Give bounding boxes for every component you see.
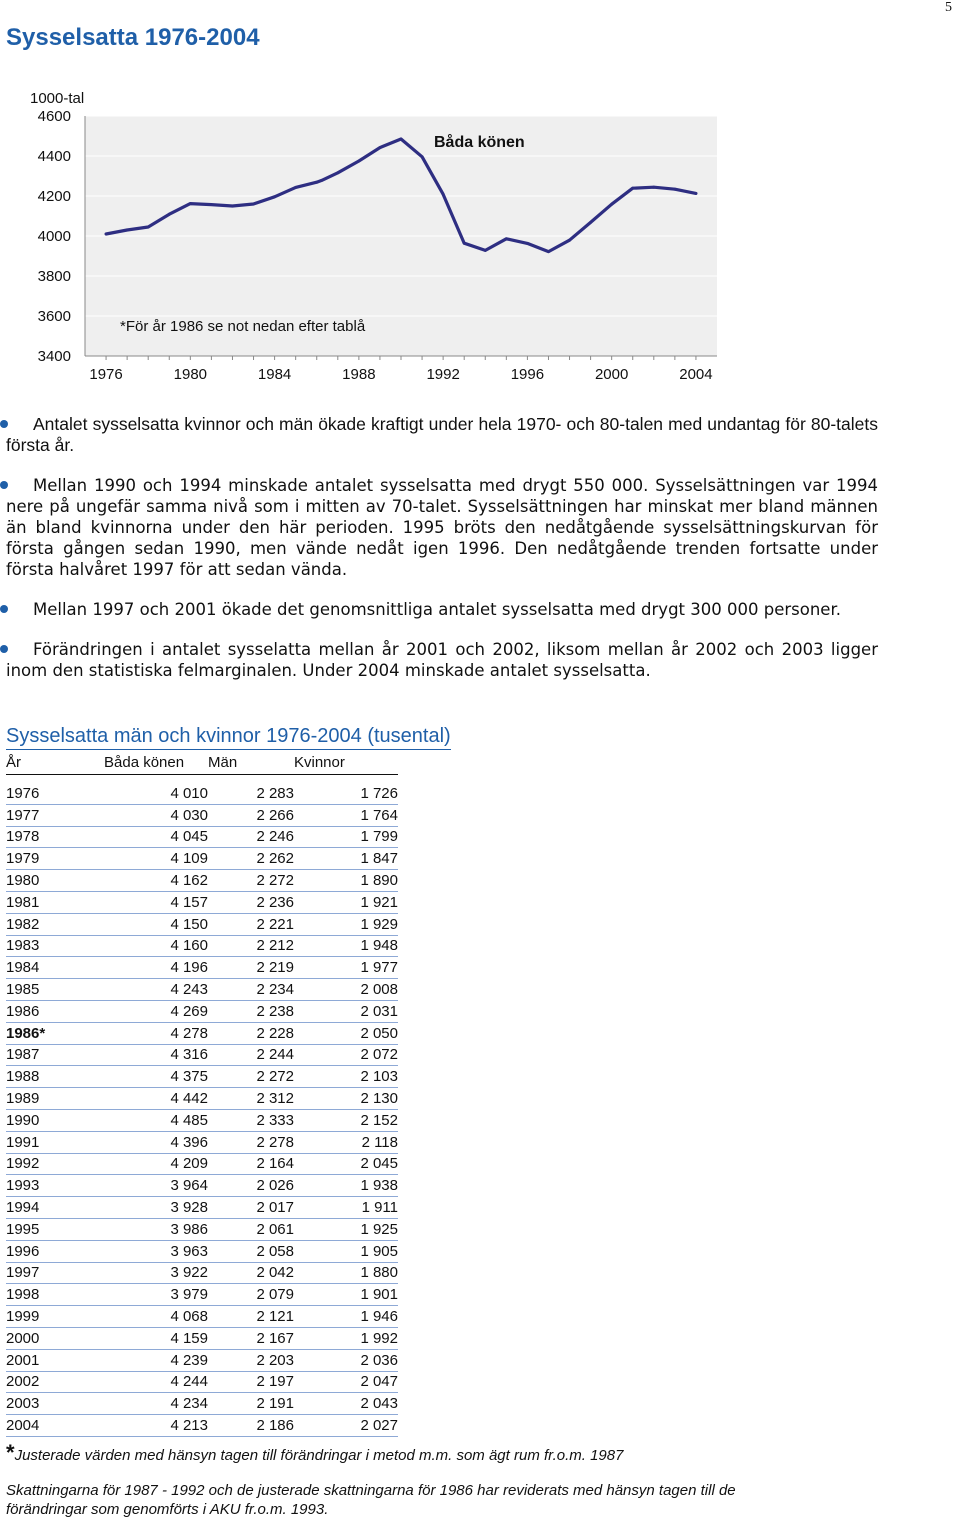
cell-men: 2 272 <box>208 1066 294 1088</box>
table-row <box>6 913 398 935</box>
table-spacer-row <box>6 775 398 784</box>
table-row <box>6 1306 398 1328</box>
cell-men: 2 121 <box>208 1306 294 1328</box>
cell-year: 2004 <box>6 1415 104 1437</box>
table-row <box>6 1284 398 1306</box>
y-tick-labels <box>38 108 71 365</box>
cell-both: 4 375 <box>104 1066 208 1088</box>
y-unit-label: 1000-tal <box>30 90 85 107</box>
data-point <box>421 155 424 158</box>
cell-year: 1985 <box>6 979 104 1001</box>
data-point <box>358 160 361 163</box>
cell-women: 2 118 <box>294 1131 398 1153</box>
cell-men: 2 042 <box>208 1262 294 1284</box>
cell-women: 2 130 <box>294 1088 398 1110</box>
table-body <box>6 775 398 1437</box>
header-both: Båda könen <box>104 750 208 775</box>
cell-year: 2000 <box>6 1327 104 1349</box>
table-row <box>6 1327 398 1349</box>
cell-year: 1989 <box>6 1088 104 1110</box>
data-point <box>147 226 150 229</box>
bullet-list <box>6 414 878 700</box>
bullet-text: Mellan 1990 och 1994 minskade antalet sysselsatta med drygt 550 000. Sysselsättningen var 1994 nere på ungefär samma nivå som i mitten av 70-talet. Sysselsättningen har minskat mer bland männen än bland kvinnorna under den här perioden. 1995 bröts den nedåtgående sysselsättningskurvan för första gången sedan 1990, men vände nedåt igen 1996. Den nedåtgående trenden fortsatte under första halvåret 1997 för att sedan vända. <box>6 476 878 579</box>
cell-men: 2 026 <box>208 1175 294 1197</box>
data-point <box>484 249 487 252</box>
data-point <box>505 237 508 240</box>
cell-year: 1996 <box>6 1240 104 1262</box>
table-row <box>6 891 398 913</box>
cell-both: 4 243 <box>104 979 208 1001</box>
bullet-dot-icon <box>0 645 8 653</box>
cell-women: 2 050 <box>294 1022 398 1044</box>
cell-men: 2 246 <box>208 826 294 848</box>
cell-men: 2 312 <box>208 1088 294 1110</box>
cell-men: 2 167 <box>208 1327 294 1349</box>
bullet-item <box>6 639 878 681</box>
cell-year: 2003 <box>6 1393 104 1415</box>
bullet-dot-icon <box>0 481 8 489</box>
cell-women: 2 031 <box>294 1000 398 1022</box>
data-point <box>189 202 192 205</box>
cell-both: 3 964 <box>104 1175 208 1197</box>
cell-year: 2001 <box>6 1349 104 1371</box>
x-tick-label: 2004 <box>679 366 713 383</box>
cell-both: 4 045 <box>104 826 208 848</box>
cell-year: 1981 <box>6 891 104 913</box>
table-row <box>6 1022 398 1044</box>
cell-year: 1994 <box>6 1197 104 1219</box>
employment-line-chart <box>0 82 760 402</box>
cell-women: 1 901 <box>294 1284 398 1306</box>
data-point <box>442 193 445 196</box>
cell-both: 3 979 <box>104 1284 208 1306</box>
table-row <box>6 870 398 892</box>
x-tick-label: 1988 <box>342 366 376 383</box>
cell-both: 4 396 <box>104 1131 208 1153</box>
x-tick-marks <box>106 356 696 360</box>
cell-men: 2 212 <box>208 935 294 957</box>
cell-men: 2 203 <box>208 1349 294 1371</box>
data-point <box>315 181 318 184</box>
header-women: Kvinnor <box>294 750 398 775</box>
cell-year: 1988 <box>6 1066 104 1088</box>
cell-men: 2 186 <box>208 1415 294 1437</box>
cell-year: 1979 <box>6 848 104 870</box>
cell-women: 1 921 <box>294 891 398 913</box>
cell-year: 1984 <box>6 957 104 979</box>
cell-year: 2002 <box>6 1371 104 1393</box>
bullet-item <box>6 475 878 580</box>
table-row <box>6 1088 398 1110</box>
cell-year: 1990 <box>6 1109 104 1131</box>
cell-women: 2 008 <box>294 979 398 1001</box>
y-tick-label: 4400 <box>37 148 71 165</box>
cell-both: 4 157 <box>104 891 208 913</box>
footnote-marker: * <box>6 1440 15 1465</box>
cell-women: 2 045 <box>294 1153 398 1175</box>
data-point <box>568 239 571 242</box>
table-title: Sysselsatta män och kvinnor 1976-2004 (tusental) <box>6 725 451 750</box>
cell-men: 2 272 <box>208 870 294 892</box>
table-row <box>6 1240 398 1262</box>
cell-men: 2 236 <box>208 891 294 913</box>
table-header-row <box>6 750 398 775</box>
data-point <box>526 242 529 245</box>
footnote-text: Justerade värden med hänsyn tagen till förändringar i metod m.m. som ägt rum fr.o.m. 1987 <box>14 1447 624 1464</box>
cell-women: 1 925 <box>294 1218 398 1240</box>
cell-women: 1 799 <box>294 826 398 848</box>
cell-men: 2 238 <box>208 1000 294 1022</box>
x-tick-label: 1984 <box>257 366 292 383</box>
cell-women: 2 152 <box>294 1109 398 1131</box>
cell-men: 2 017 <box>208 1197 294 1219</box>
header-year: År <box>6 750 104 775</box>
cell-women: 1 977 <box>294 957 398 979</box>
cell-men: 2 191 <box>208 1393 294 1415</box>
cell-both: 4 239 <box>104 1349 208 1371</box>
cell-both: 4 109 <box>104 848 208 870</box>
cell-year: 1986 <box>6 1000 104 1022</box>
page-title: Sysselsatta 1976-2004 <box>6 24 260 51</box>
cell-year: 1997 <box>6 1262 104 1284</box>
cell-both: 4 213 <box>104 1415 208 1437</box>
data-point <box>273 195 276 198</box>
cell-year: 1976 <box>6 783 104 804</box>
cell-both: 4 278 <box>104 1022 208 1044</box>
table-row <box>6 1415 398 1437</box>
table-row <box>6 1371 398 1393</box>
x-tick-labels <box>89 366 712 383</box>
cell-both: 4 244 <box>104 1371 208 1393</box>
cell-men: 2 283 <box>208 783 294 804</box>
y-tick-label: 3400 <box>37 348 71 365</box>
cell-both: 4 196 <box>104 957 208 979</box>
cell-both: 4 159 <box>104 1327 208 1349</box>
cell-year: 1995 <box>6 1218 104 1240</box>
data-point <box>210 203 213 206</box>
cell-both: 4 150 <box>104 913 208 935</box>
y-tick-label: 4200 <box>37 188 71 205</box>
cell-men: 2 244 <box>208 1044 294 1066</box>
cell-men: 2 219 <box>208 957 294 979</box>
employment-table <box>6 750 398 1437</box>
x-tick-label: 1996 <box>510 366 545 383</box>
data-point <box>631 187 634 190</box>
cell-women: 1 905 <box>294 1240 398 1262</box>
cell-men: 2 079 <box>208 1284 294 1306</box>
source-note: Skattningarna för 1987 - 1992 och de justerade skattningarna för 1986 har reviderats med hänsyn tagen till de förändringar som genomförts i AKU fr.o.m. 1993. <box>6 1482 736 1518</box>
cell-men: 2 228 <box>208 1022 294 1044</box>
cell-women: 2 047 <box>294 1371 398 1393</box>
cell-women: 1 992 <box>294 1327 398 1349</box>
data-point <box>463 242 466 245</box>
bullet-dot-icon <box>0 605 8 613</box>
cell-women: 2 043 <box>294 1393 398 1415</box>
x-tick-label: 2000 <box>594 366 629 383</box>
cell-men: 2 221 <box>208 913 294 935</box>
data-point <box>589 221 592 224</box>
cell-men: 2 061 <box>208 1218 294 1240</box>
cell-women: 1 911 <box>294 1197 398 1219</box>
series-label: Båda könen <box>434 134 525 151</box>
cell-year: 1991 <box>6 1131 104 1153</box>
cell-year: 1977 <box>6 804 104 826</box>
cell-year <box>6 1022 104 1044</box>
table-row <box>6 1000 398 1022</box>
cell-women: 2 072 <box>294 1044 398 1066</box>
header-men: Män <box>208 750 294 775</box>
cell-women: 1 946 <box>294 1306 398 1328</box>
data-point <box>320 179 323 182</box>
data-point <box>105 233 108 236</box>
cell-both: 4 160 <box>104 935 208 957</box>
cell-year: 1998 <box>6 1284 104 1306</box>
cell-both: 4 010 <box>104 783 208 804</box>
cell-both: 3 963 <box>104 1240 208 1262</box>
table-row <box>6 826 398 848</box>
data-point <box>231 205 234 208</box>
cell-men: 2 164 <box>208 1153 294 1175</box>
table-row <box>6 1131 398 1153</box>
data-point <box>400 138 403 141</box>
cell-both: 4 316 <box>104 1044 208 1066</box>
data-point <box>294 186 297 189</box>
cell-women: 1 938 <box>294 1175 398 1197</box>
cell-year: 1978 <box>6 826 104 848</box>
cell-men: 2 262 <box>208 848 294 870</box>
cell-both: 3 986 <box>104 1218 208 1240</box>
cell-year: 1982 <box>6 913 104 935</box>
y-tick-label: 3800 <box>37 268 71 285</box>
table-row <box>6 804 398 826</box>
cell-women: 2 027 <box>294 1415 398 1437</box>
cell-men: 2 278 <box>208 1131 294 1153</box>
y-tick-label: 3600 <box>37 308 71 325</box>
table-row <box>6 979 398 1001</box>
year-adjusted: 1986* <box>6 1024 46 1042</box>
table-row <box>6 1066 398 1088</box>
cell-both: 4 162 <box>104 870 208 892</box>
table-row <box>6 1349 398 1371</box>
data-point <box>336 171 339 174</box>
cell-both: 3 922 <box>104 1262 208 1284</box>
table-row <box>6 1153 398 1175</box>
cell-women: 1 880 <box>294 1262 398 1284</box>
cell-both: 4 068 <box>104 1306 208 1328</box>
cell-year: 1980 <box>6 870 104 892</box>
table-row <box>6 1197 398 1219</box>
table-row <box>6 1175 398 1197</box>
cell-women: 1 929 <box>294 913 398 935</box>
table-row <box>6 848 398 870</box>
cell-women: 1 847 <box>294 848 398 870</box>
cell-both: 4 442 <box>104 1088 208 1110</box>
data-point <box>610 203 613 206</box>
cell-both: 4 030 <box>104 804 208 826</box>
y-tick-label: 4600 <box>37 108 71 125</box>
cell-year: 1999 <box>6 1306 104 1328</box>
footnote <box>6 1440 623 1466</box>
cell-both: 3 928 <box>104 1197 208 1219</box>
cell-both: 4 209 <box>104 1153 208 1175</box>
data-point <box>547 250 550 253</box>
bullet-dot-icon <box>0 420 8 428</box>
bullet-text: Förändringen i antalet sysselatta mellan år 2001 och 2002, liksom mellan år 2002 och 2003 ligger inom den statistiska felmarginalen. Under 2004 minskade antalet sysselsatta. <box>6 640 878 680</box>
table-row <box>6 1109 398 1131</box>
cell-women: 1 948 <box>294 935 398 957</box>
cell-women: 2 036 <box>294 1349 398 1371</box>
cell-men: 2 058 <box>208 1240 294 1262</box>
table-row <box>6 1262 398 1284</box>
cell-women: 1 764 <box>294 804 398 826</box>
x-tick-label: 1976 <box>89 366 123 383</box>
table-row <box>6 1044 398 1066</box>
table-row <box>6 1218 398 1240</box>
data-point <box>126 229 129 232</box>
chart-note: *För år 1986 se not nedan efter tablå <box>120 318 366 335</box>
y-tick-label: 4000 <box>37 228 71 245</box>
cell-year: 1992 <box>6 1153 104 1175</box>
data-point <box>252 203 255 206</box>
bullet-item <box>6 599 878 620</box>
table-row <box>6 1393 398 1415</box>
bullet-item <box>6 414 878 456</box>
x-tick-label: 1980 <box>173 366 208 383</box>
cell-men: 2 234 <box>208 979 294 1001</box>
table-row <box>6 783 398 804</box>
cell-men: 2 266 <box>208 804 294 826</box>
cell-men: 2 333 <box>208 1109 294 1131</box>
data-point <box>695 192 698 195</box>
cell-men: 2 197 <box>208 1371 294 1393</box>
cell-women: 2 103 <box>294 1066 398 1088</box>
bullet-text: Antalet sysselsatta kvinnor och män ökade kraftigt under hela 1970- och 80-talen med undantag för 80-talets första år. <box>6 414 878 455</box>
cell-women: 1 726 <box>294 783 398 804</box>
cell-year: 1983 <box>6 935 104 957</box>
bullet-text: Mellan 1997 och 2001 ökade det genomsnittliga antalet sysselsatta med drygt 300 000 personer. <box>33 600 841 619</box>
data-point <box>168 213 171 216</box>
cell-both: 4 234 <box>104 1393 208 1415</box>
cell-women: 1 890 <box>294 870 398 892</box>
cell-both: 4 269 <box>104 1000 208 1022</box>
x-tick-label: 1992 <box>426 366 460 383</box>
cell-year: 1993 <box>6 1175 104 1197</box>
cell-year: 1987 <box>6 1044 104 1066</box>
cell-both: 4 485 <box>104 1109 208 1131</box>
data-point <box>379 146 382 149</box>
table-row <box>6 957 398 979</box>
page-number: 5 <box>945 0 952 15</box>
data-point <box>652 186 655 189</box>
data-point <box>674 188 677 191</box>
table-row <box>6 935 398 957</box>
